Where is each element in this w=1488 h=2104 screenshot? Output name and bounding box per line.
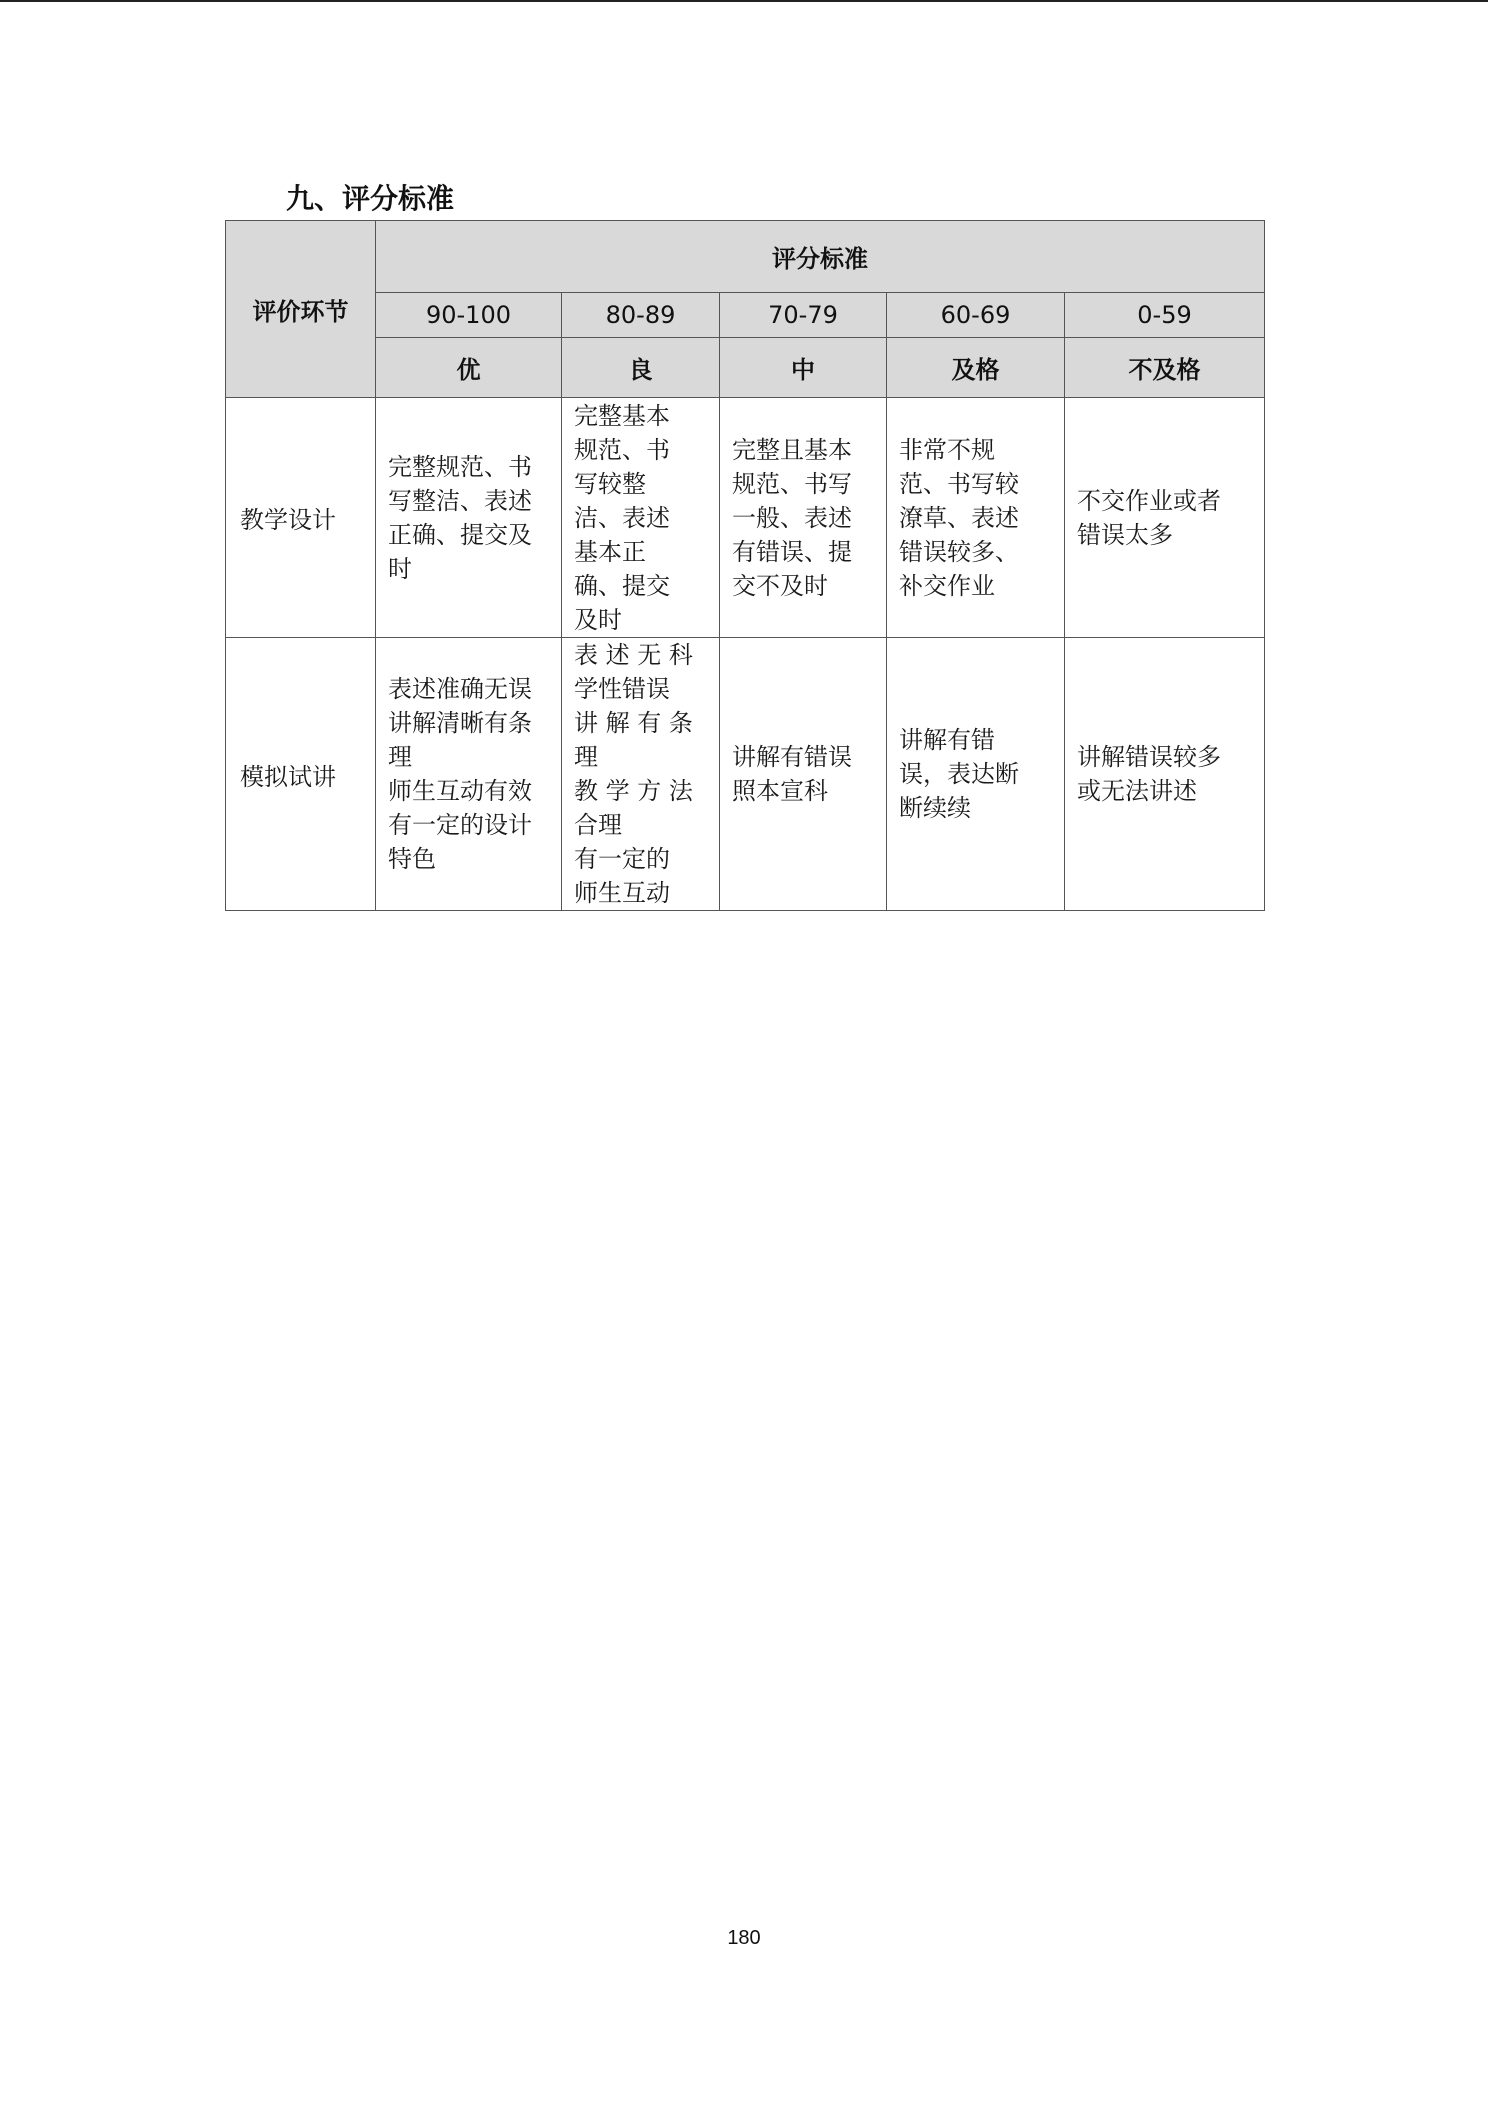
- score-range-cell: 90-100: [376, 293, 562, 338]
- grade-cell: 良: [562, 338, 720, 398]
- score-range-cell: 80-89: [562, 293, 720, 338]
- grade-cell: 中: [720, 338, 887, 398]
- stage-cell: 教学设计: [226, 398, 376, 638]
- criteria-cell: 不交作业或者 错误太多: [1065, 398, 1265, 638]
- criteria-cell: 完整规范、书 写整洁、表述 正确、提交及 时: [376, 398, 562, 638]
- criteria-cell: 讲解有错误 照本宣科: [720, 638, 887, 911]
- criteria-cell: 表 述 无 科 学性错误 讲 解 有 条 理 教 学 方 法 合理 有一定的 师生互动: [562, 638, 720, 911]
- score-range-cell: 0-59: [1065, 293, 1265, 338]
- section-title: 九、评分标准: [286, 182, 455, 215]
- grade-cell: 不及格: [1065, 338, 1265, 398]
- grade-cell: 优: [376, 338, 562, 398]
- header-row-grades: [226, 338, 1265, 398]
- stage-cell: 模拟试讲: [226, 638, 376, 911]
- header-row-criteria: [226, 221, 1265, 293]
- grade-cell: 及格: [887, 338, 1065, 398]
- grading-criteria-table: [225, 220, 1265, 911]
- criteria-cell: 表述准确无误 讲解清晰有条 理 师生互动有效 有一定的设计 特色: [376, 638, 562, 911]
- criteria-cell: 讲解错误较多 或无法讲述: [1065, 638, 1265, 911]
- page-top-border: [0, 0, 1488, 2]
- page-number: 180: [727, 1927, 761, 1949]
- criteria-cell: 完整且基本 规范、书写 一般、表述 有错误、提 交不及时: [720, 398, 887, 638]
- criteria-header-cell: 评分标准: [376, 221, 1265, 293]
- score-range-cell: 70-79: [720, 293, 887, 338]
- header-row-score-ranges: [226, 293, 1265, 338]
- criteria-cell: 完整基本 规范、书 写较整 洁、表述 基本正 确、提交 及时: [562, 398, 720, 638]
- criteria-cell: 非常不规 范、书写较 潦草、表述 错误较多、 补交作业: [887, 398, 1065, 638]
- corner-header-cell: 评价环节: [226, 221, 376, 398]
- table-row: [226, 638, 1265, 911]
- score-range-cell: 60-69: [887, 293, 1065, 338]
- criteria-cell: 讲解有错 误，表达断 断续续: [887, 638, 1065, 911]
- table-row: [226, 398, 1265, 638]
